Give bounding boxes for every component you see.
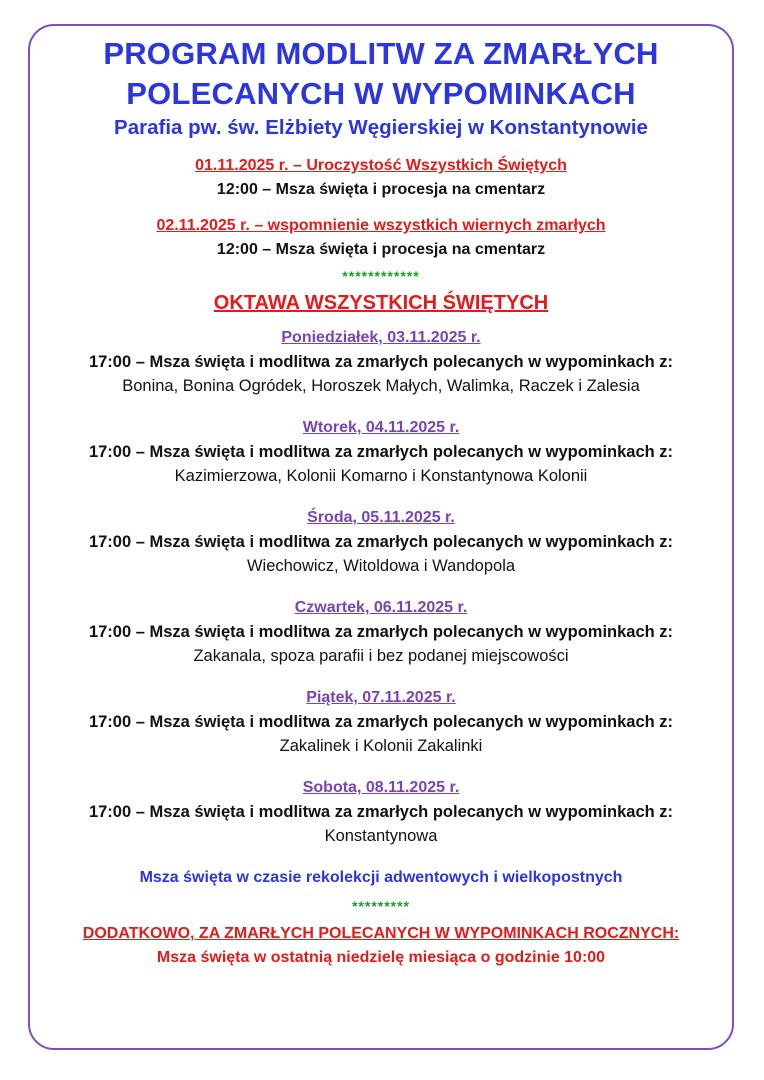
feast-detail: 12:00 – Msza święta i procesja na cmentarz: [216, 241, 546, 258]
separator-stars-2: *********: [351, 898, 411, 914]
octave-title: OKTAWA WSZYSTKICH ŚWIĘTYCH: [213, 292, 549, 314]
document-content: [28, 34, 734, 970]
day-block-tuesday: [28, 416, 734, 488]
title-line-1: PROGRAM MODLITW ZA ZMARŁYCH: [103, 36, 659, 71]
mass-line: 17:00 – Msza święta i modlitwa za zmarłych polecanych w wypominkach z:: [88, 533, 674, 551]
advent-note: Msza święta w czasie rekolekcji adwentowych i wielkopostnych: [139, 869, 623, 886]
places-line: Wiechowicz, Witoldowa i Wandopola: [246, 557, 516, 575]
day-block-thursday: [28, 596, 734, 668]
day-block-wednesday: [28, 506, 734, 578]
mass-line: 17:00 – Msza święta i modlitwa za zmarłych polecanych w wypominkach z:: [88, 443, 674, 461]
places-line: Konstantynowa: [324, 827, 438, 845]
places-line: Kazimierzowa, Kolonii Komarno i Konstantynowa Kolonii: [174, 467, 588, 485]
places-line: Bonina, Bonina Ogródek, Horoszek Małych, Walimka, Raczek i Zalesia: [122, 377, 640, 395]
day-heading: Czwartek, 06.11.2025 r.: [294, 599, 468, 616]
day-heading: Piątek, 07.11.2025 r.: [306, 689, 456, 706]
feast-all-souls: [28, 214, 734, 262]
day-heading: Środa, 05.11.2025 r.: [307, 509, 455, 526]
mass-line: 17:00 – Msza święta i modlitwa za zmarłych polecanych w wypominkach z:: [88, 623, 674, 641]
day-block-saturday: [28, 776, 734, 848]
day-block-friday: [28, 686, 734, 758]
feast-heading: 02.11.2025 r. – wspomnienie wszystkich wiernych zmarłych: [156, 217, 606, 234]
day-heading: Poniedziałek, 03.11.2025 r.: [281, 329, 481, 346]
feast-heading: 01.11.2025 r. – Uroczystość Wszystkich Świętych: [195, 157, 567, 174]
parish-subtitle: Parafia pw. św. Elżbiety Węgierskiej w Konstantynowie: [114, 116, 648, 139]
mass-line: 17:00 – Msza święta i modlitwa za zmarłych polecanych w wypominkach z:: [88, 353, 674, 371]
title-line-2: POLECANYCH W WYPOMINKACH: [126, 76, 636, 111]
mass-line: 17:00 – Msza święta i modlitwa za zmarłych polecanych w wypominkach z:: [88, 803, 674, 821]
separator-stars: ************: [342, 268, 420, 284]
places-line: Zakalinek i Kolonii Zakalinki: [279, 737, 483, 755]
day-block-monday: [28, 326, 734, 398]
extra-detail: Msza święta w ostatnią niedzielę miesiąca o godzinie 10:00: [156, 949, 606, 966]
day-heading: Sobota, 08.11.2025 r.: [302, 779, 460, 796]
places-line: Zakanala, spoza parafii i bez podanej miejscowości: [193, 647, 569, 665]
day-heading: Wtorek, 04.11.2025 r.: [302, 419, 460, 436]
mass-line: 17:00 – Msza święta i modlitwa za zmarłych polecanych w wypominkach z:: [88, 713, 674, 731]
extra-heading: DODATKOWO, ZA ZMARŁYCH POLECANYCH W WYPOMINKACH ROCZNYCH:: [82, 925, 680, 942]
feast-detail: 12:00 – Msza święta i procesja na cmentarz: [216, 181, 546, 198]
feast-all-saints: [28, 154, 734, 202]
